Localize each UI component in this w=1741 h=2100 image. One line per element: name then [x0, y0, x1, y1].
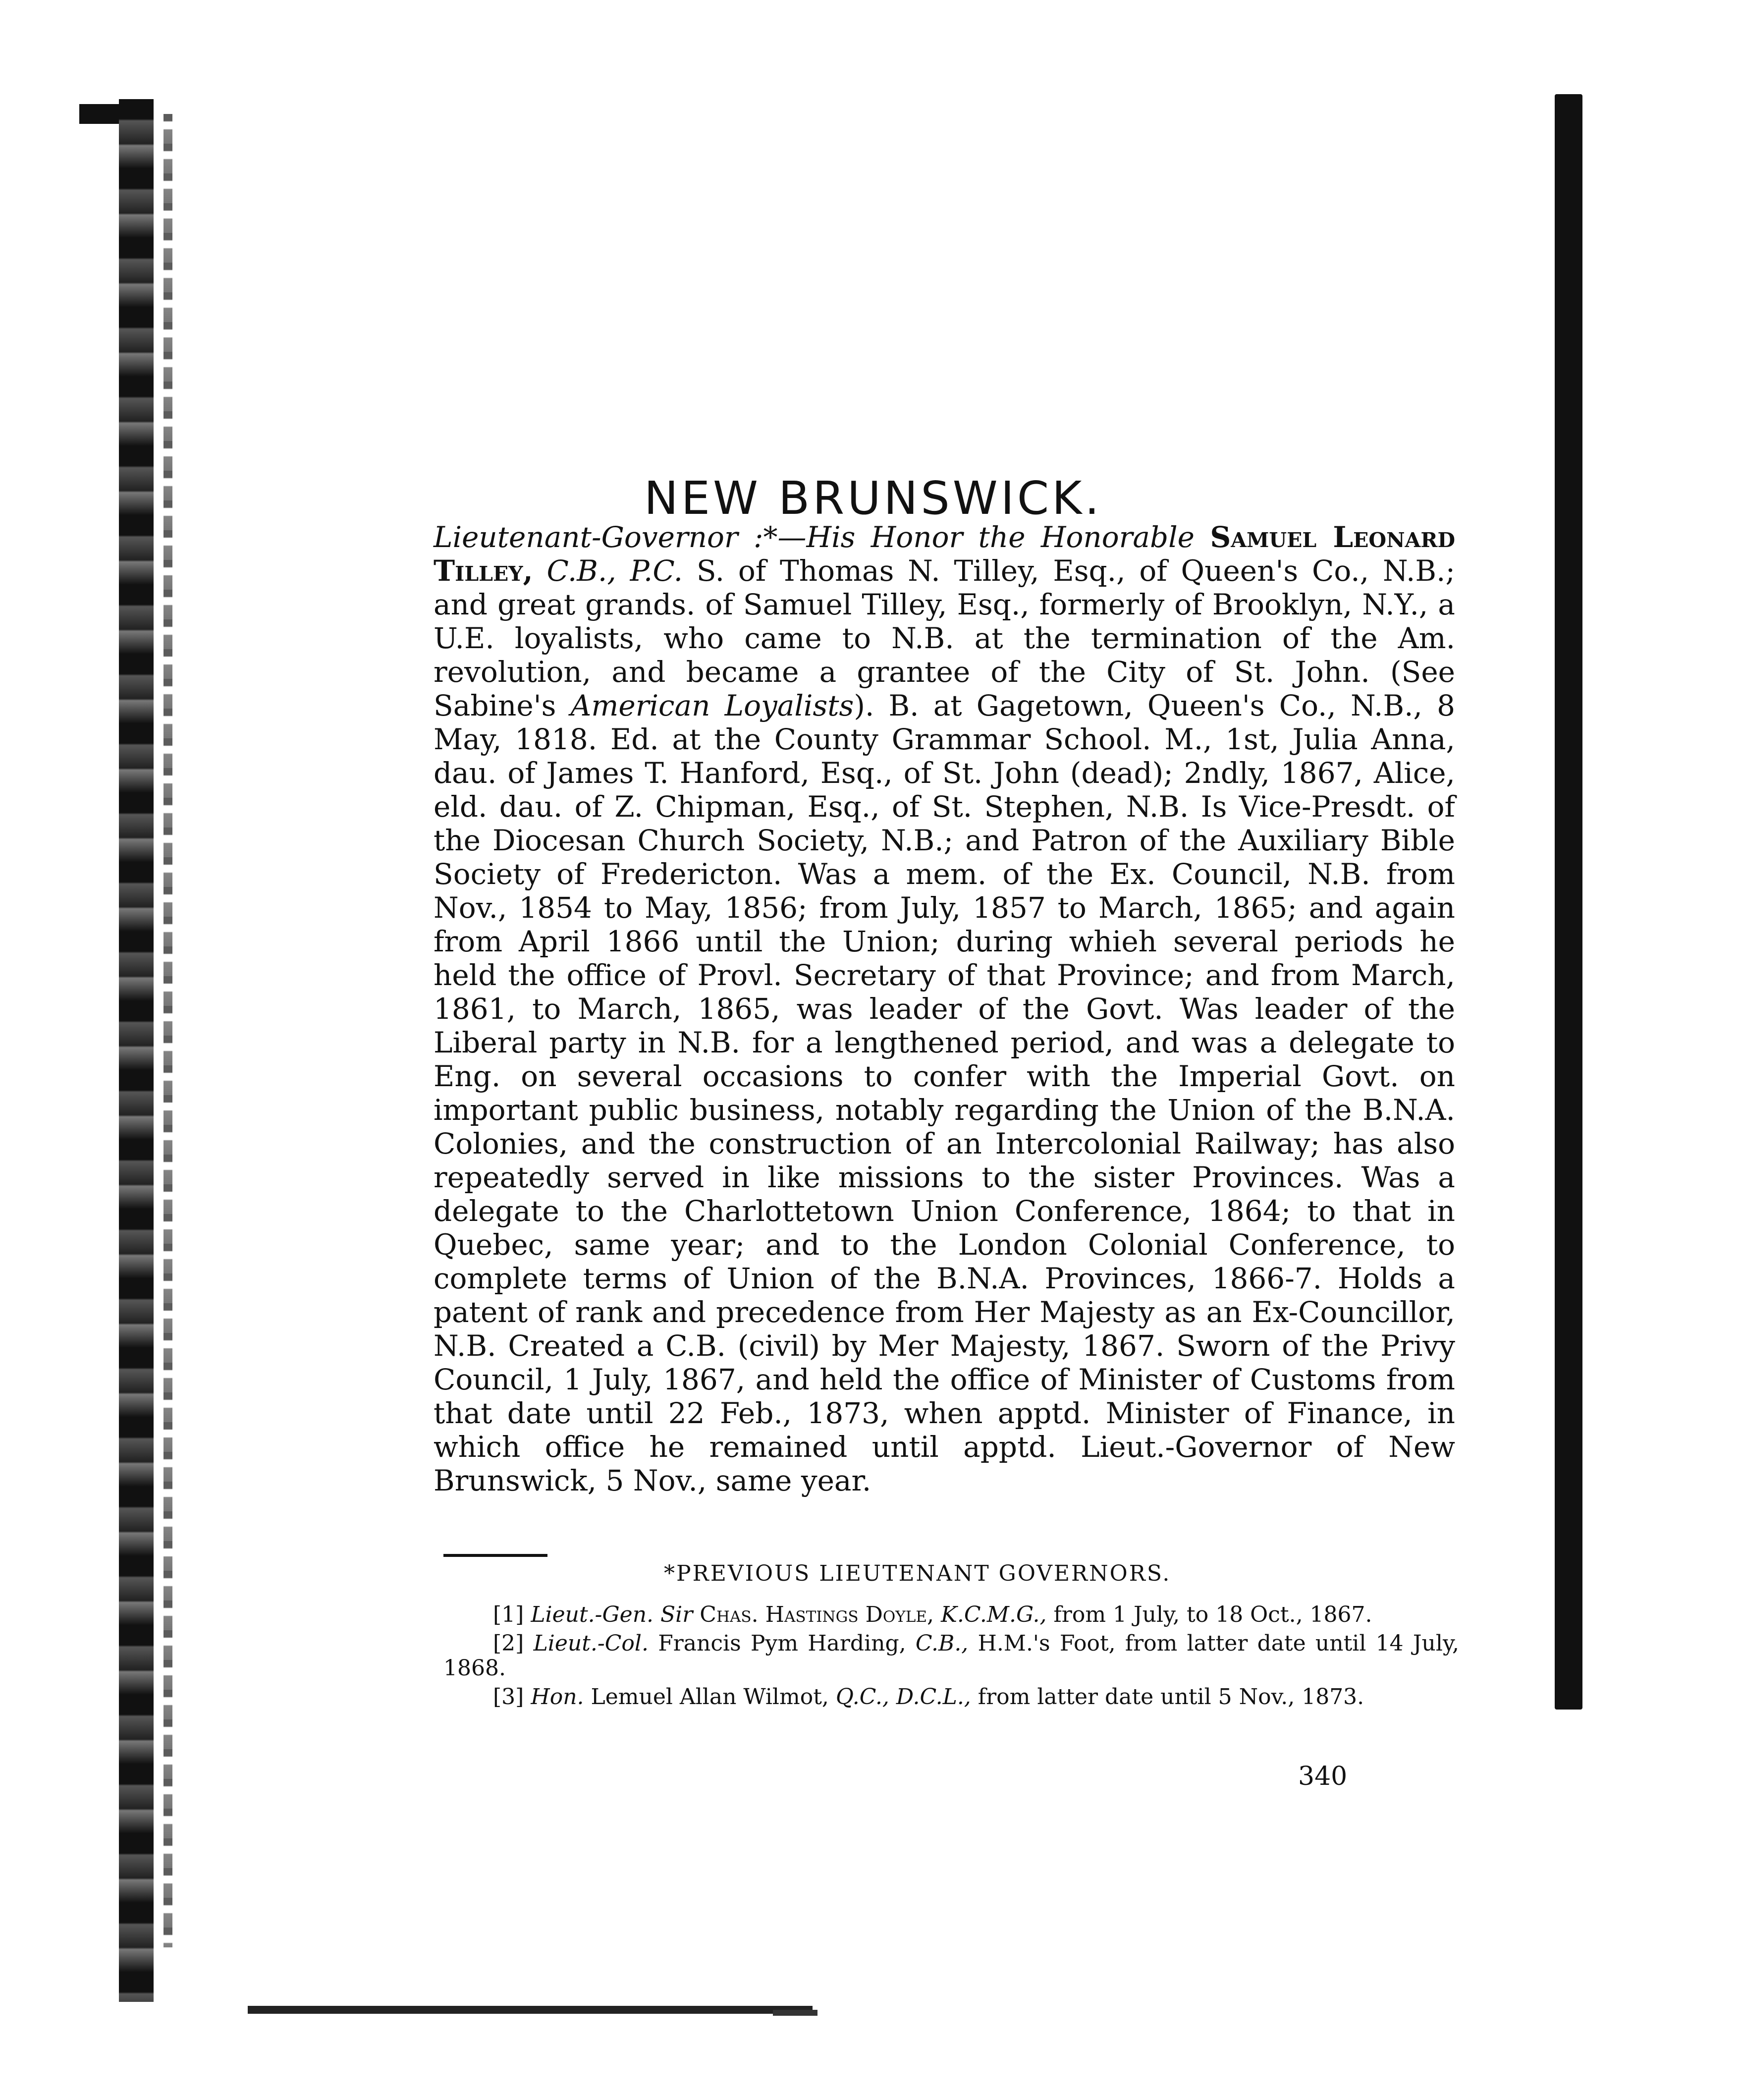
previous-governor-item — [443, 1685, 1459, 1710]
scan-binding-edge-left-inner — [163, 114, 172, 1947]
item-number: [2] — [493, 1631, 524, 1656]
item-name: Chas. Hastings Doyle, — [700, 1602, 934, 1627]
scan-page-edge-right — [1555, 94, 1582, 1710]
bio-pc: P.C. — [630, 554, 683, 588]
item-dates: from latter date until 5 Nov., 1873. — [978, 1684, 1364, 1710]
bio-cb: C.B., — [546, 554, 616, 588]
previous-governor-item — [443, 1603, 1459, 1627]
previous-governors-list — [443, 1603, 1459, 1713]
item-honours: K.C.M.G., — [940, 1602, 1047, 1627]
scan-page-edge-bottom — [248, 2006, 813, 2014]
item-honours: C.B., — [915, 1631, 969, 1656]
item-title: Lieut.-Gen. Sir — [531, 1602, 693, 1627]
page-title: NEW BRUNSWICK. — [644, 471, 1102, 525]
item-name: Lemuel Allan Wilmot, — [591, 1684, 829, 1710]
previous-governors-heading: *PREVIOUS LIEUTENANT GOVERNORS. — [664, 1561, 1171, 1586]
item-number: [1] — [493, 1602, 524, 1627]
item-dates: H.M.'s Foot, from latter date until 14 July, 1868. — [443, 1631, 1459, 1681]
scan-binding-edge-left — [119, 99, 154, 2002]
item-name: Francis Pym Harding, — [658, 1631, 906, 1656]
item-honours: Q.C., D.C.L., — [835, 1684, 971, 1710]
item-number: [3] — [493, 1684, 524, 1710]
item-title: Lieut.-Col. — [533, 1631, 649, 1656]
lieutenant-governor-biography — [434, 520, 1455, 1497]
scan-page-edge-bottom-fragment — [773, 2010, 817, 2016]
page-number: 340 — [1298, 1762, 1348, 1791]
bio-book-title: American Loyalists — [570, 689, 854, 722]
previous-governor-item — [443, 1631, 1459, 1681]
bio-text-part1: S. of Thomas N. Tilley, Esq., of Queen's Co., N.B.; and great grands. of Samuel Tilley, Esq., formerly of Brooklyn, N.Y., a U.E. loyalists, who came to N.B. at the termination of the Am. revolution, and became a grantee of the City of St. John. (See Sabine's — [434, 554, 1456, 722]
bio-lead: Lieutenant-Governor :*—His Honor the Honorable — [434, 520, 1195, 554]
bio-name: Samuel Leonard Tilley, — [434, 520, 1455, 588]
item-title: Hon. — [531, 1684, 584, 1710]
bio-text-part2: ). B. at Gagetown, Queen's Co., N.B., 8 May, 1818. Ed. at the County Grammar School. M., 1st, Julia Anna, dau. of James T. Hanford, Esq., of St. John (dead); 2ndly, 1867, Alice, eld. dau. of Z. Chipman, Esq., of St. Stephen, N.B. Is Vice-Presdt. of the Diocesan Church Society, N.B.; and Patron of the Auxiliary Bible Society of Fredericton. Was a mem. of the Ex. Council, N.B. from Nov., 1854 to May, 1856; from July, 1857 to March, 1865; and again from April 1866 until the Union; during whieh several periods he held the office of Provl. Secretary of that Province; and from March, 1861, to March, 1865, was leader of the Govt. Was leader of the Liberal party in N.B. for a lengthened period, and was a delegate to Eng. on several occasions to confer with the Imperial Govt. on important public business, notably regarding the Union of the B.N.A. Colonies, and the construction of an Intercolonial Railway; has also repeatedly served in like missions to the sister Provinces. Was a delegate to the Charlottetown Union Conference, 1864; to that in Quebec, same year; and to the London Colonial Conference, to complete terms of Union of the B.N.A. Provinces, 1866-7. Holds a patent of rank and precedence from Her Majesty as an Ex-Councillor, N.B. Created a C.B. (civil) by Mer Majesty, 1867. Sworn of the Privy Council, 1 July, 1867, and held the office of Minister of Customs from that date until 22 Feb., 1873, when apptd. Minister of Finance, in which office he remained until apptd. Lieut.-Governor of New Brunswick, 5 Nov., same year. — [434, 689, 1456, 1497]
item-dates: from 1 July, to 18 Oct., 1867. — [1053, 1602, 1372, 1627]
footnote-rule — [443, 1554, 547, 1557]
